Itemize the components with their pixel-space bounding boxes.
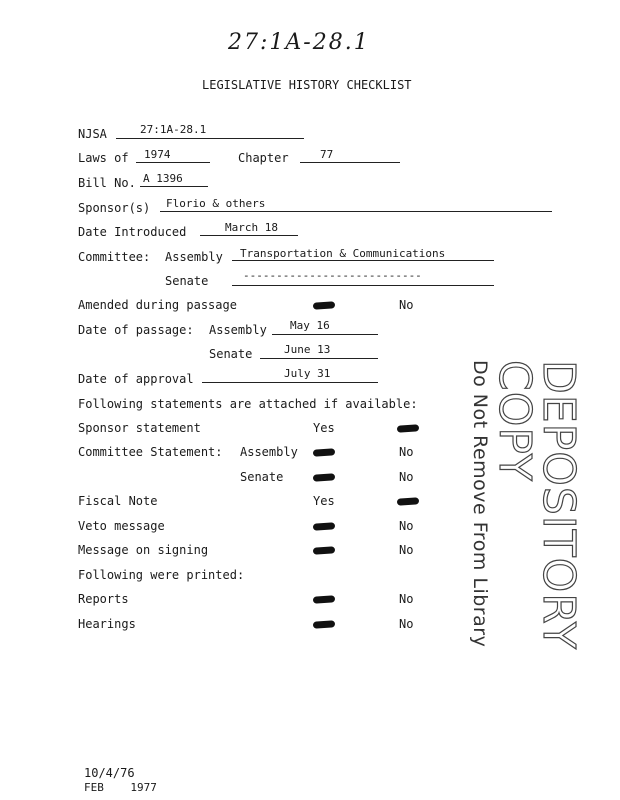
committee-assembly-label: Assembly (165, 250, 223, 264)
committee-senate-line (232, 285, 494, 286)
footer-received-stamp: FEB 1977 (84, 781, 157, 794)
amended-yes-redaction (313, 301, 335, 310)
sponsors-label: Sponsor(s) (78, 201, 151, 215)
bill-no-label: Bill No. (78, 176, 136, 190)
laws-of-label: Laws of (78, 151, 129, 165)
reports-yes-redaction (313, 595, 335, 604)
sponsors-value: Florio & others (166, 197, 266, 210)
njsa-value: 27:1A-28.1 (140, 123, 207, 136)
date-introduced-value: March 18 (225, 221, 278, 234)
veto-message-no: No (399, 519, 414, 533)
committee-label: Committee: (78, 250, 151, 264)
footer-date: 10/4/76 (84, 766, 135, 780)
sponsor-statement-no-redaction (397, 424, 419, 433)
reports-no: No (399, 592, 414, 606)
chapter-line (300, 162, 400, 163)
committee-statement-senate-label: Senate (240, 470, 284, 484)
passage-assembly-line (272, 334, 378, 335)
stamp-line-depository-copy: DEPOSITORY COPY (489, 360, 584, 650)
chapter-value: 77 (320, 148, 334, 161)
committee-assembly-line (232, 260, 494, 261)
amended-no: No (399, 298, 414, 312)
committee-senate-label: Senate (165, 274, 209, 288)
laws-of-value: 1974 (144, 148, 171, 161)
page-title: LEGISLATIVE HISTORY CHECKLIST (202, 78, 412, 92)
sponsor-statement-label: Sponsor statement (78, 421, 201, 435)
veto-message-label: Veto message (78, 519, 165, 533)
committee-statement-assembly-yes-redaction (313, 448, 335, 457)
committee-statement-assembly-no: No (399, 445, 414, 459)
chapter-label: Chapter (238, 151, 289, 165)
veto-message-yes-redaction (313, 522, 335, 531)
passage-assembly-value: May 16 (290, 319, 330, 332)
committee-assembly-value: Transportation & Communications (240, 247, 446, 260)
passage-label: Date of passage: (78, 323, 194, 337)
message-on-signing-yes-redaction (313, 546, 335, 555)
printed-heading: Following were printed: (78, 568, 245, 582)
statements-heading: Following statements are attached if available: (78, 397, 418, 411)
committee-statement-senate-yes-redaction (313, 473, 335, 482)
bill-no-line (140, 186, 208, 187)
approval-line (202, 382, 378, 383)
sponsor-statement-yes: Yes (313, 421, 335, 435)
stamp-line-do-not-remove: Do Not Remove From Library (469, 360, 491, 648)
handwritten-header: 27:1A-28.1 (228, 30, 370, 55)
hearings-yes-redaction (313, 620, 335, 629)
approval-label: Date of approval (78, 372, 194, 386)
passage-senate-line (260, 358, 378, 359)
hearings-no: No (399, 617, 414, 631)
message-on-signing-label: Message on signing (78, 543, 209, 557)
committee-statement-label: Committee Statement: (78, 445, 223, 459)
date-introduced-line (200, 235, 298, 236)
approval-value: July 31 (284, 367, 331, 380)
hearings-label: Hearings (78, 617, 136, 631)
bill-no-value: A 1396 (143, 172, 183, 185)
passage-assembly-label: Assembly (209, 323, 267, 337)
message-on-signing-no: No (399, 543, 414, 557)
passage-senate-label: Senate (209, 347, 253, 361)
date-introduced-label: Date Introduced (78, 225, 187, 239)
depository-stamp (469, 360, 584, 650)
fiscal-note-no-redaction (397, 497, 419, 506)
sponsors-line (160, 211, 552, 212)
passage-senate-value: June 13 (284, 343, 331, 356)
laws-of-line (136, 162, 210, 163)
fiscal-note-label: Fiscal Note (78, 494, 158, 508)
committee-senate-value: --------------------------- (243, 269, 422, 282)
fiscal-note-yes: Yes (313, 494, 335, 508)
njsa-label: NJSA (78, 127, 107, 141)
committee-statement-senate-no: No (399, 470, 414, 484)
njsa-line (116, 138, 304, 139)
reports-label: Reports (78, 592, 129, 606)
amended-label: Amended during passage (78, 298, 237, 312)
committee-statement-assembly-label: Assembly (240, 445, 298, 459)
